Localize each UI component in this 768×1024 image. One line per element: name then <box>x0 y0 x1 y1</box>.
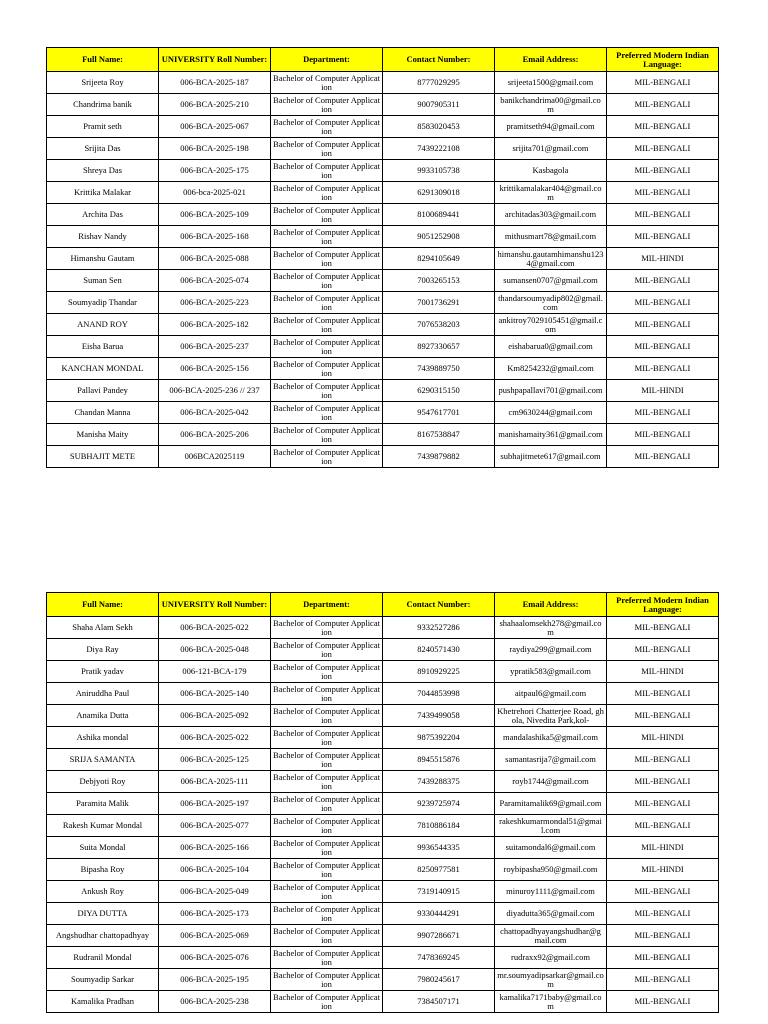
table-row <box>47 336 719 358</box>
cell-language: MIL-BENGALI <box>607 182 719 204</box>
cell-language: MIL-BENGALI <box>607 270 719 292</box>
cell-department: Bachelor of Computer Application <box>271 248 383 270</box>
cell-contact-number: 6290315150 <box>383 380 495 402</box>
cell-email-address: minuroy1111@gmail.com <box>495 881 607 903</box>
table-row <box>47 358 719 380</box>
cell-contact-number: 7439288375 <box>383 771 495 793</box>
table-row <box>47 226 719 248</box>
cell-full-name: Rishav Nandy <box>47 226 159 248</box>
cell-email-address: aitpaul6@gmail.com <box>495 683 607 705</box>
cell-language: MIL-BENGALI <box>607 903 719 925</box>
cell-email-address: sumansen0707@gmail.com <box>495 270 607 292</box>
table-row <box>47 380 719 402</box>
cell-full-name: Kamalika Pradhan <box>47 991 159 1013</box>
table-row <box>47 248 719 270</box>
cell-email-address: suitamondal6@gmail.com <box>495 837 607 859</box>
cell-contact-number: 7003265153 <box>383 270 495 292</box>
cell-language: MIL-BENGALI <box>607 358 719 380</box>
cell-department: Bachelor of Computer Application <box>271 72 383 94</box>
cell-email-address: Km8254232@gmail.com <box>495 358 607 380</box>
cell-roll-number: 006-BCA-2025-238 <box>159 991 271 1013</box>
cell-roll-number: 006-BCA-2025-049 <box>159 881 271 903</box>
header-row <box>47 48 719 72</box>
table-row <box>47 160 719 182</box>
table-row <box>47 138 719 160</box>
cell-full-name: Pallavi Pandey <box>47 380 159 402</box>
cell-language: MIL-HINDI <box>607 248 719 270</box>
cell-language: MIL-BENGALI <box>607 991 719 1013</box>
cell-language: MIL-BENGALI <box>607 446 719 468</box>
header-language: Preferred Modern Indian Language: <box>607 48 719 72</box>
cell-language: MIL-BENGALI <box>607 160 719 182</box>
cell-department: Bachelor of Computer Application <box>271 424 383 446</box>
table-row <box>47 837 719 859</box>
cell-contact-number: 7439879882 <box>383 446 495 468</box>
cell-full-name: Pratik yadav <box>47 661 159 683</box>
cell-language: MIL-BENGALI <box>607 969 719 991</box>
table-row <box>47 705 719 727</box>
table-row <box>47 947 719 969</box>
cell-language: MIL-BENGALI <box>607 314 719 336</box>
table-row <box>47 402 719 424</box>
cell-department: Bachelor of Computer Application <box>271 881 383 903</box>
cell-email-address: raydiya299@gmail.com <box>495 639 607 661</box>
cell-contact-number: 6291309018 <box>383 182 495 204</box>
cell-contact-number: 8240571430 <box>383 639 495 661</box>
cell-email-address: pramitseth94@gmail.com <box>495 116 607 138</box>
cell-language: MIL-BENGALI <box>607 815 719 837</box>
cell-full-name: Soumyadip Thandar <box>47 292 159 314</box>
cell-language: MIL-BENGALI <box>607 204 719 226</box>
table-row <box>47 969 719 991</box>
cell-contact-number: 9051252908 <box>383 226 495 248</box>
cell-full-name: Himanshu Gautam <box>47 248 159 270</box>
cell-full-name: Pramit seth <box>47 116 159 138</box>
cell-contact-number: 9907286671 <box>383 925 495 947</box>
cell-roll-number: 006-BCA-2025-195 <box>159 969 271 991</box>
cell-full-name: Angshudhar chattopadhyay <box>47 925 159 947</box>
cell-roll-number: 006-BCA-2025-206 <box>159 424 271 446</box>
cell-full-name: Debjyoti Roy <box>47 771 159 793</box>
cell-full-name: KANCHAN MONDAL <box>47 358 159 380</box>
cell-roll-number: 006-BCA-2025-022 <box>159 727 271 749</box>
cell-language: MIL-BENGALI <box>607 226 719 248</box>
header-roll-number: UNIVERSITY Roll Number: <box>159 48 271 72</box>
cell-email-address: chattopadhyayangshudhar@gmail.com <box>495 925 607 947</box>
student-table-2 <box>46 592 719 1013</box>
cell-department: Bachelor of Computer Application <box>271 617 383 639</box>
cell-contact-number: 8927330657 <box>383 336 495 358</box>
cell-roll-number: 006-BCA-2025-104 <box>159 859 271 881</box>
cell-contact-number: 7980245617 <box>383 969 495 991</box>
table-row <box>47 204 719 226</box>
cell-language: MIL-BENGALI <box>607 881 719 903</box>
cell-full-name: DIYA DUTTA <box>47 903 159 925</box>
table-row <box>47 270 719 292</box>
table-row <box>47 72 719 94</box>
cell-email-address: banikchandrima00@gmail.com <box>495 94 607 116</box>
cell-language: MIL-BENGALI <box>607 402 719 424</box>
header-language: Preferred Modern Indian Language: <box>607 593 719 617</box>
cell-contact-number: 9936544335 <box>383 837 495 859</box>
cell-full-name: Suita Mondal <box>47 837 159 859</box>
cell-email-address: eishabarua0@gmail.com <box>495 336 607 358</box>
cell-contact-number: 9007905311 <box>383 94 495 116</box>
cell-roll-number: 006-BCA-2025-125 <box>159 749 271 771</box>
cell-language: MIL-BENGALI <box>607 94 719 116</box>
cell-department: Bachelor of Computer Application <box>271 793 383 815</box>
cell-department: Bachelor of Computer Application <box>271 226 383 248</box>
table-row <box>47 182 719 204</box>
cell-full-name: Aniruddha Paul <box>47 683 159 705</box>
cell-full-name: Ankush Roy <box>47 881 159 903</box>
cell-roll-number: 006-BCA-2025-173 <box>159 903 271 925</box>
cell-roll-number: 006-BCA-2025-140 <box>159 683 271 705</box>
cell-roll-number: 006-BCA-2025-237 <box>159 336 271 358</box>
cell-department: Bachelor of Computer Application <box>271 903 383 925</box>
cell-department: Bachelor of Computer Application <box>271 991 383 1013</box>
cell-roll-number: 006-BCA-2025-067 <box>159 116 271 138</box>
cell-email-address: manishamaity361@gmail.com <box>495 424 607 446</box>
cell-roll-number: 006-BCA-2025-109 <box>159 204 271 226</box>
table-row <box>47 116 719 138</box>
cell-email-address: thandarsoumyadip802@gmail.com <box>495 292 607 314</box>
table-row <box>47 881 719 903</box>
table-row <box>47 639 719 661</box>
cell-roll-number: 006-BCA-2025-197 <box>159 793 271 815</box>
cell-language: MIL-BENGALI <box>607 793 719 815</box>
cell-department: Bachelor of Computer Application <box>271 969 383 991</box>
cell-full-name: Krittika Malakar <box>47 182 159 204</box>
cell-department: Bachelor of Computer Application <box>271 358 383 380</box>
table-row <box>47 94 719 116</box>
cell-department: Bachelor of Computer Application <box>271 138 383 160</box>
cell-contact-number: 8250977581 <box>383 859 495 881</box>
table-row <box>47 424 719 446</box>
cell-full-name: ANAND ROY <box>47 314 159 336</box>
cell-contact-number: 9547617701 <box>383 402 495 424</box>
cell-department: Bachelor of Computer Application <box>271 749 383 771</box>
cell-contact-number: 7001736291 <box>383 292 495 314</box>
cell-language: MIL-BENGALI <box>607 771 719 793</box>
table-row <box>47 771 719 793</box>
cell-department: Bachelor of Computer Application <box>271 160 383 182</box>
table-row <box>47 617 719 639</box>
cell-contact-number: 9933105738 <box>383 160 495 182</box>
table-header <box>47 48 719 72</box>
cell-roll-number: 006-BCA-2025-168 <box>159 226 271 248</box>
cell-language: MIL-BENGALI <box>607 336 719 358</box>
table-row <box>47 749 719 771</box>
cell-contact-number: 7076538203 <box>383 314 495 336</box>
cell-full-name: Shreya Das <box>47 160 159 182</box>
cell-roll-number: 006-BCA-2025-077 <box>159 815 271 837</box>
cell-full-name: Diya Ray <box>47 639 159 661</box>
cell-full-name: Chandan Manna <box>47 402 159 424</box>
cell-roll-number: 006-BCA-2025-166 <box>159 837 271 859</box>
cell-language: MIL-BENGALI <box>607 292 719 314</box>
cell-roll-number: 006-BCA-2025-187 <box>159 72 271 94</box>
cell-roll-number: 006-BCA-2025-236 // 237 <box>159 380 271 402</box>
cell-email-address: shahaalomsekh278@gmail.com <box>495 617 607 639</box>
cell-email-address: Paramitamalik69@gmail.com <box>495 793 607 815</box>
cell-department: Bachelor of Computer Application <box>271 771 383 793</box>
cell-roll-number: 006-BCA-2025-156 <box>159 358 271 380</box>
cell-email-address: mithusmart78@gmail.com <box>495 226 607 248</box>
cell-email-address: Khetrehori Chatterjee Road, ghola, Nivedita Park,kol- <box>495 705 607 727</box>
cell-email-address: pushpapallavi701@gmail.com <box>495 380 607 402</box>
cell-department: Bachelor of Computer Application <box>271 727 383 749</box>
cell-email-address: rakeshkumarmondal51@gmail.com <box>495 815 607 837</box>
cell-language: MIL-HINDI <box>607 837 719 859</box>
cell-full-name: SRIJA SAMANTA <box>47 749 159 771</box>
cell-full-name: Rudranil Mondal <box>47 947 159 969</box>
cell-language: MIL-HINDI <box>607 859 719 881</box>
cell-department: Bachelor of Computer Application <box>271 182 383 204</box>
cell-contact-number: 7319140915 <box>383 881 495 903</box>
cell-roll-number: 006-BCA-2025-048 <box>159 639 271 661</box>
cell-email-address: architadas303@gmail.com <box>495 204 607 226</box>
table-row <box>47 661 719 683</box>
cell-department: Bachelor of Computer Application <box>271 270 383 292</box>
cell-department: Bachelor of Computer Application <box>271 116 383 138</box>
cell-department: Bachelor of Computer Application <box>271 859 383 881</box>
table-row <box>47 727 719 749</box>
cell-roll-number: 006-121-BCA-179 <box>159 661 271 683</box>
cell-language: MIL-BENGALI <box>607 705 719 727</box>
cell-contact-number: 7439889750 <box>383 358 495 380</box>
cell-roll-number: 006-BCA-2025-042 <box>159 402 271 424</box>
cell-roll-number: 006-BCA-2025-182 <box>159 314 271 336</box>
table-row <box>47 683 719 705</box>
cell-email-address: roybipasha950@gmail.com <box>495 859 607 881</box>
cell-email-address: himanshu.gautamhimanshu1234@gmail.com <box>495 248 607 270</box>
cell-full-name: Rakesh Kumar Mondal <box>47 815 159 837</box>
cell-full-name: Soumyadip Sarkar <box>47 969 159 991</box>
cell-roll-number: 006-BCA-2025-088 <box>159 248 271 270</box>
cell-contact-number: 9875392204 <box>383 727 495 749</box>
cell-contact-number: 8294105649 <box>383 248 495 270</box>
cell-department: Bachelor of Computer Application <box>271 661 383 683</box>
cell-roll-number: 006-BCA-2025-175 <box>159 160 271 182</box>
header-email-address: Email Address: <box>495 48 607 72</box>
cell-email-address: royb1744@gmail.com <box>495 771 607 793</box>
cell-roll-number: 006-BCA-2025-223 <box>159 292 271 314</box>
cell-contact-number: 7810886184 <box>383 815 495 837</box>
cell-email-address: samantasrija7@gmail.com <box>495 749 607 771</box>
cell-contact-number: 8945515876 <box>383 749 495 771</box>
table-row <box>47 292 719 314</box>
cell-full-name: Bipasha Roy <box>47 859 159 881</box>
cell-language: MIL-BENGALI <box>607 925 719 947</box>
header-department: Department: <box>271 593 383 617</box>
cell-email-address: kamalika7171baby@gmail.com <box>495 991 607 1013</box>
cell-full-name: Manisha Maity <box>47 424 159 446</box>
cell-email-address: srijita701@gmail.com <box>495 138 607 160</box>
student-table-1 <box>46 47 719 468</box>
cell-full-name: Ashika mondal <box>47 727 159 749</box>
cell-full-name: Archita Das <box>47 204 159 226</box>
cell-contact-number: 7478369245 <box>383 947 495 969</box>
cell-contact-number: 7439222108 <box>383 138 495 160</box>
cell-roll-number: 006-BCA-2025-111 <box>159 771 271 793</box>
cell-roll-number: 006-BCA-2025-074 <box>159 270 271 292</box>
cell-roll-number: 006-BCA-2025-210 <box>159 94 271 116</box>
cell-contact-number: 8100689441 <box>383 204 495 226</box>
cell-department: Bachelor of Computer Application <box>271 837 383 859</box>
table-row <box>47 903 719 925</box>
table-row <box>47 991 719 1013</box>
cell-language: MIL-BENGALI <box>607 116 719 138</box>
table-row <box>47 446 719 468</box>
cell-contact-number: 8167538847 <box>383 424 495 446</box>
cell-email-address: Kasbagola <box>495 160 607 182</box>
cell-language: MIL-BENGALI <box>607 749 719 771</box>
cell-language: MIL-HINDI <box>607 661 719 683</box>
cell-full-name: Eisha Barua <box>47 336 159 358</box>
cell-full-name: Srijeeta Roy <box>47 72 159 94</box>
cell-contact-number: 7384507171 <box>383 991 495 1013</box>
header-email-address: Email Address: <box>495 593 607 617</box>
cell-department: Bachelor of Computer Application <box>271 925 383 947</box>
cell-full-name: Srijita Das <box>47 138 159 160</box>
cell-language: MIL-BENGALI <box>607 424 719 446</box>
cell-department: Bachelor of Computer Application <box>271 947 383 969</box>
cell-email-address: cm9630244@gmail.com <box>495 402 607 424</box>
cell-contact-number: 8583020453 <box>383 116 495 138</box>
header-department: Department: <box>271 48 383 72</box>
cell-department: Bachelor of Computer Application <box>271 402 383 424</box>
cell-full-name: Shaha Alam Sekh <box>47 617 159 639</box>
cell-email-address: srijeeta1500@gmail.com <box>495 72 607 94</box>
cell-roll-number: 006-BCA-2025-069 <box>159 925 271 947</box>
cell-department: Bachelor of Computer Application <box>271 94 383 116</box>
cell-roll-number: 006-BCA-2025-092 <box>159 705 271 727</box>
cell-full-name: Paramita Malik <box>47 793 159 815</box>
cell-department: Bachelor of Computer Application <box>271 639 383 661</box>
header-contact-number: Contact Number: <box>383 593 495 617</box>
cell-department: Bachelor of Computer Application <box>271 446 383 468</box>
cell-roll-number: 006-bca-2025-021 <box>159 182 271 204</box>
header-full-name: Full Name: <box>47 593 159 617</box>
table-row <box>47 815 719 837</box>
cell-full-name: Anamika Dutta <box>47 705 159 727</box>
cell-department: Bachelor of Computer Application <box>271 336 383 358</box>
cell-contact-number: 7044853998 <box>383 683 495 705</box>
cell-email-address: mr.soumyadipsarkar@gmail.com <box>495 969 607 991</box>
cell-language: MIL-HINDI <box>607 727 719 749</box>
table-header <box>47 593 719 617</box>
cell-department: Bachelor of Computer Application <box>271 380 383 402</box>
cell-language: MIL-BENGALI <box>607 72 719 94</box>
header-contact-number: Contact Number: <box>383 48 495 72</box>
header-roll-number: UNIVERSITY Roll Number: <box>159 593 271 617</box>
cell-email-address: krittikamalakar404@gmail.com <box>495 182 607 204</box>
cell-roll-number: 006BCA2025119 <box>159 446 271 468</box>
cell-email-address: ankitroy7029105451@gmail.com <box>495 314 607 336</box>
cell-email-address: mandalashika5@gmail.com <box>495 727 607 749</box>
cell-full-name: Suman Sen <box>47 270 159 292</box>
table-row <box>47 859 719 881</box>
cell-email-address: subhajitmete617@gmail.com <box>495 446 607 468</box>
cell-language: MIL-HINDI <box>607 380 719 402</box>
table-row <box>47 793 719 815</box>
cell-contact-number: 9330444291 <box>383 903 495 925</box>
cell-contact-number: 7439499058 <box>383 705 495 727</box>
table-row <box>47 925 719 947</box>
cell-language: MIL-BENGALI <box>607 947 719 969</box>
header-row <box>47 593 719 617</box>
cell-language: MIL-BENGALI <box>607 617 719 639</box>
cell-contact-number: 9332527286 <box>383 617 495 639</box>
cell-department: Bachelor of Computer Application <box>271 314 383 336</box>
cell-contact-number: 9239725974 <box>383 793 495 815</box>
cell-roll-number: 006-BCA-2025-076 <box>159 947 271 969</box>
cell-department: Bachelor of Computer Application <box>271 683 383 705</box>
table-body <box>47 617 719 1013</box>
cell-language: MIL-BENGALI <box>607 683 719 705</box>
cell-email-address: rudraxx92@gmail.com <box>495 947 607 969</box>
cell-department: Bachelor of Computer Application <box>271 204 383 226</box>
table-body <box>47 72 719 468</box>
header-full-name: Full Name: <box>47 48 159 72</box>
cell-email-address: ypratik583@gmail.com <box>495 661 607 683</box>
cell-roll-number: 006-BCA-2025-198 <box>159 138 271 160</box>
table-row <box>47 314 719 336</box>
cell-contact-number: 8777029295 <box>383 72 495 94</box>
cell-email-address: diyadutta365@gmail.com <box>495 903 607 925</box>
cell-full-name: Chandrima banik <box>47 94 159 116</box>
cell-language: MIL-BENGALI <box>607 639 719 661</box>
cell-full-name: SUBHAJIT METE <box>47 446 159 468</box>
cell-department: Bachelor of Computer Application <box>271 705 383 727</box>
cell-contact-number: 8910929225 <box>383 661 495 683</box>
cell-department: Bachelor of Computer Application <box>271 292 383 314</box>
cell-language: MIL-BENGALI <box>607 138 719 160</box>
cell-department: Bachelor of Computer Application <box>271 815 383 837</box>
cell-roll-number: 006-BCA-2025-022 <box>159 617 271 639</box>
